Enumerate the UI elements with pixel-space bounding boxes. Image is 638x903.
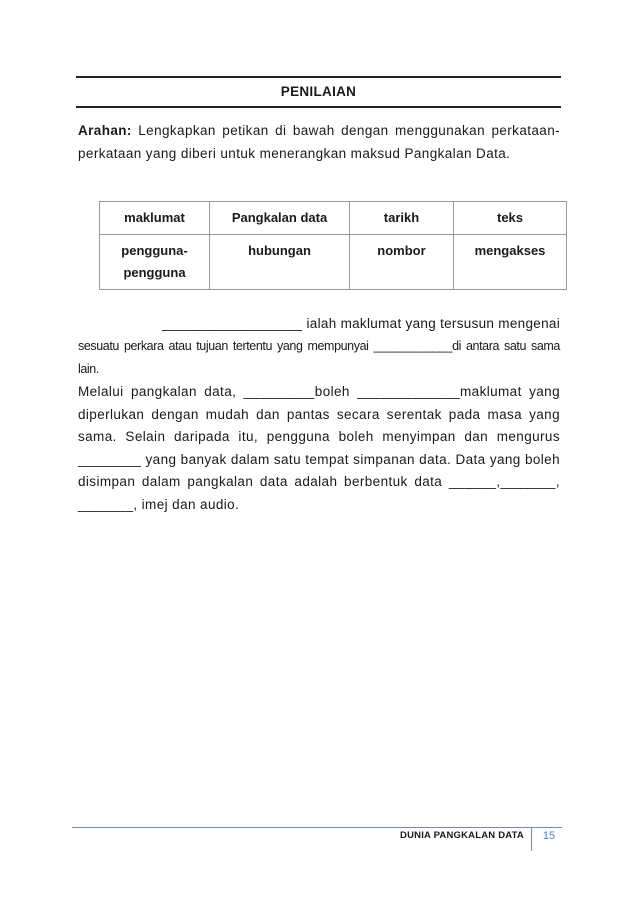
heading-rule bbox=[76, 106, 561, 108]
fill-in-paragraph-1 bbox=[78, 312, 560, 381]
instruction-text: Lengkapkan petikan di bawah dengan menggunakan perkataan-perkataan yang diberi untuk menerangkan maksud Pangkalan Data. bbox=[78, 123, 560, 161]
word-cell: tarikh bbox=[350, 202, 454, 235]
word-cell: nombor bbox=[350, 235, 454, 290]
instruction-label: Arahan: bbox=[78, 123, 132, 138]
top-rule bbox=[76, 76, 561, 78]
page-number: 15 bbox=[542, 830, 556, 842]
table-row bbox=[100, 202, 567, 235]
footer-title: DUNIA PANGKALAN DATA bbox=[400, 830, 524, 841]
word-cell: pengguna-pengguna bbox=[100, 235, 210, 290]
footer-rule bbox=[72, 827, 562, 828]
word-cell: teks bbox=[454, 202, 567, 235]
paragraph1-line1: __________________ ialah maklumat yang tersusun mengenai bbox=[161, 316, 560, 331]
page-heading: PENILAIAN bbox=[280, 84, 357, 99]
table-row bbox=[100, 235, 567, 290]
word-bank-table bbox=[99, 201, 567, 290]
footer-separator bbox=[531, 827, 532, 851]
word-cell: maklumat bbox=[100, 202, 210, 235]
word-cell: Pangkalan data bbox=[210, 202, 350, 235]
paragraph1-line2: sesuatu perkara atau tujuan tertentu yang mempunyai ____________di antara satu sama lain. bbox=[78, 339, 560, 376]
fill-in-paragraph-2: Melalui pangkalan data, _________boleh _____________maklumat yang diperlukan dengan mudah dan pantas secara serentak pada masa yang sama. Selain daripada itu, pengguna boleh menyimpan dan mengurus ________ yang banyak dalam satu tempat simpanan data. Data yang boleh disimpan dalam pangkalan data adalah berbentuk data ______,_______, _______, imej dan audio. bbox=[78, 384, 560, 512]
instruction-paragraph bbox=[78, 119, 560, 165]
word-cell: hubungan bbox=[210, 235, 350, 290]
word-cell: mengakses bbox=[454, 235, 567, 290]
